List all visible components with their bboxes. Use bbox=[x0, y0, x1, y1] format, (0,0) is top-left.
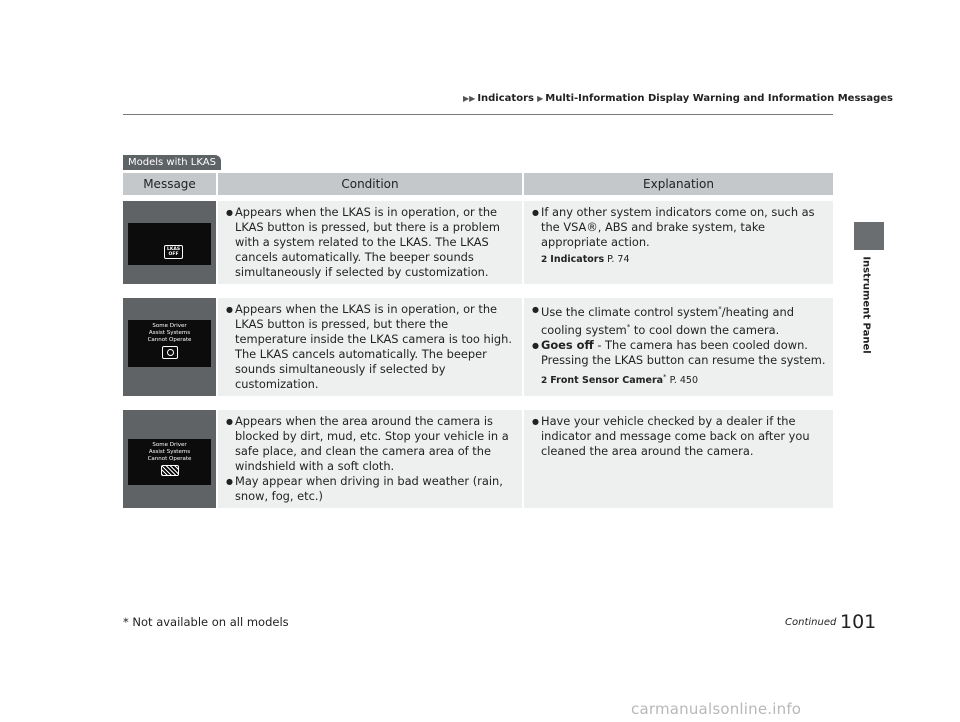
breadcrumb-item[interactable]: Indicators bbox=[477, 93, 534, 104]
display-screen bbox=[128, 320, 211, 367]
display-screen bbox=[128, 439, 211, 485]
model-badge: Models with LKAS bbox=[123, 155, 221, 170]
screen-line: Cannot Operate bbox=[147, 456, 192, 462]
double-arrow-icon: ▶▶ bbox=[463, 94, 476, 103]
table-row bbox=[123, 291, 833, 403]
condition-text: ● May appear when driving in bad weather (rain, snow, fog, etc.) bbox=[226, 474, 516, 504]
page-reference[interactable]: 2 Front Sensor Camera* P. 450 bbox=[541, 372, 698, 386]
table-row bbox=[123, 403, 833, 515]
explanation-text: ● If any other system indicators come on, such as the VSA®, ABS and brake system, take appropriate action. bbox=[532, 205, 827, 250]
explanation-text: ● Goes off - The camera has been cooled down. Pressing the LKAS button can resume the system. bbox=[532, 338, 827, 368]
condition-text: ● Appears when the area around the camera is blocked by dirt, mud, etc. Stop your vehicle in a safe place, and clean the camera area of the windshield with a soft cloth. bbox=[226, 414, 516, 474]
header-rule bbox=[123, 114, 833, 115]
message-cell bbox=[123, 201, 217, 291]
message-cell bbox=[123, 291, 217, 403]
page-reference[interactable]: 2 Indicators P. 74 bbox=[541, 254, 630, 265]
condition-cell bbox=[217, 403, 523, 515]
lkas-off-icon: LKAS OFF bbox=[164, 245, 183, 259]
breadcrumb bbox=[463, 93, 893, 104]
page-number: 101 bbox=[840, 611, 877, 633]
section-label: Instrument Panel bbox=[860, 256, 872, 354]
explanation-cell bbox=[523, 201, 833, 291]
arrow-icon: ▶ bbox=[537, 94, 544, 103]
screen-line: Some Driver bbox=[152, 442, 187, 448]
breadcrumb-item[interactable]: Multi-Information Display Warning and Information Messages bbox=[545, 93, 893, 104]
header-message: Message bbox=[123, 173, 217, 195]
screen-line: Assist Systems bbox=[148, 449, 191, 455]
blocked-camera-icon bbox=[161, 465, 179, 476]
condition-cell bbox=[217, 201, 523, 291]
message-table bbox=[123, 173, 833, 522]
table-row bbox=[123, 201, 833, 291]
explanation-cell bbox=[523, 403, 833, 515]
message-cell bbox=[123, 403, 217, 515]
screen-line: Some Driver bbox=[152, 323, 187, 329]
display-screen bbox=[128, 223, 211, 265]
header-explanation: Explanation bbox=[523, 173, 833, 195]
explanation-text: ● Use the climate control system*/heating and cooling system* to cool down the camera. bbox=[532, 302, 827, 338]
explanation-cell bbox=[523, 291, 833, 403]
continued-label: Continued bbox=[785, 617, 837, 628]
explanation-text: ● Have your vehicle checked by a dealer if the indicator and message come back on after you cleaned the area around the camera. bbox=[532, 414, 827, 459]
footnote: * Not available on all models bbox=[123, 615, 289, 629]
reference-arrow-icon: 2 bbox=[541, 375, 548, 386]
section-tab bbox=[854, 222, 884, 250]
condition-cell bbox=[217, 291, 523, 403]
reference-arrow-icon: 2 bbox=[541, 255, 548, 265]
condition-text: ● Appears when the LKAS is in operation, or the LKAS button is pressed, but there the temperature inside the LKAS camera is too high. The LKAS cancels automatically. The beeper sounds simultaneously if selected by customization. bbox=[226, 302, 516, 392]
condition-text: ● Appears when the LKAS is in operation, or the LKAS button is pressed, but there is a problem with a system related to the LKAS. The LKAS cancels automatically. The beeper sounds simultaneously if selected by customization. bbox=[226, 205, 516, 280]
watermark: carmanualsonline.info bbox=[631, 700, 802, 718]
header-condition: Condition bbox=[217, 173, 523, 195]
screen-line: Cannot Operate bbox=[147, 337, 192, 343]
screen-line: Assist Systems bbox=[148, 330, 191, 336]
camera-icon bbox=[162, 346, 178, 359]
